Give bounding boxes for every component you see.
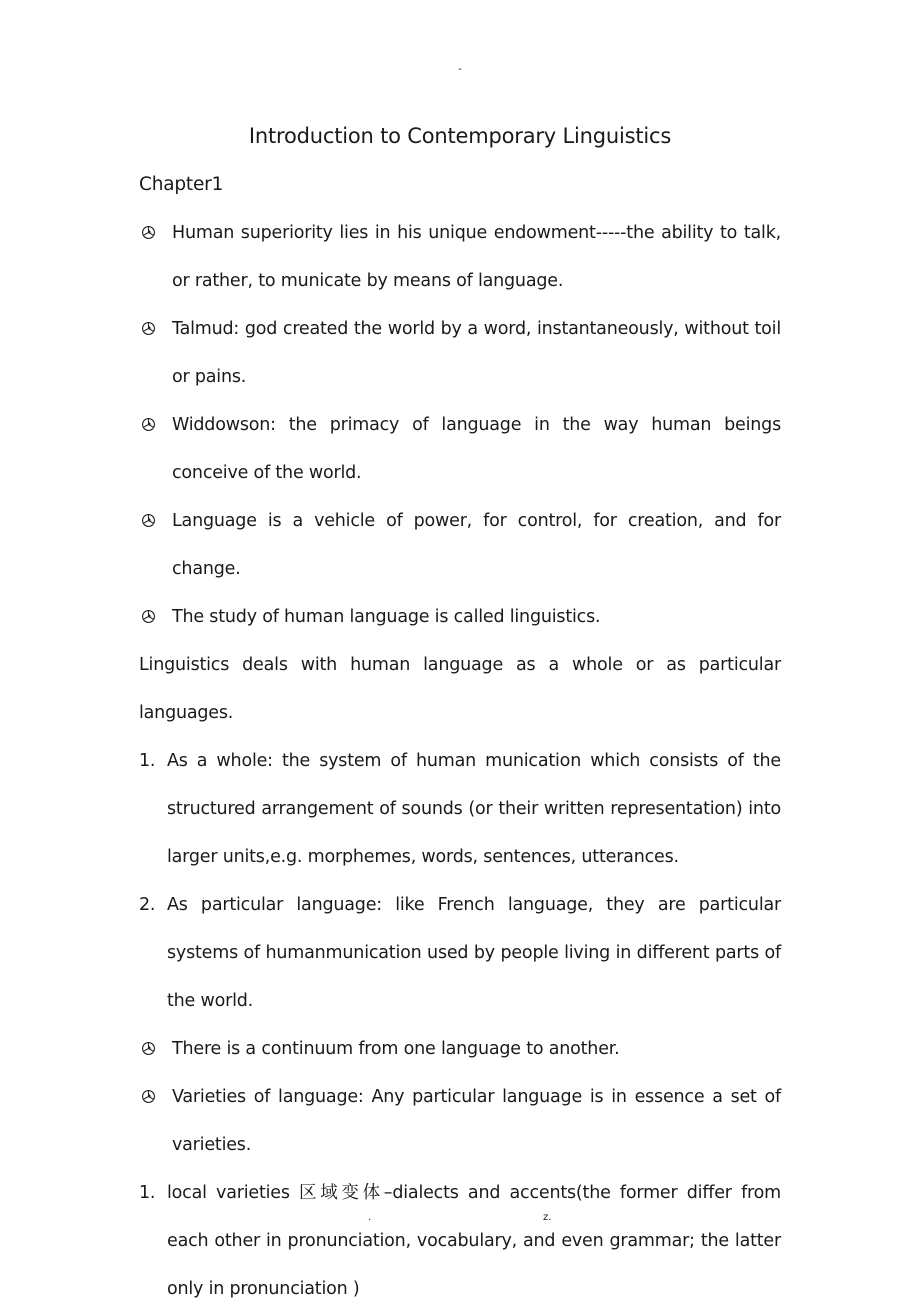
footer-left-mark: . (368, 1212, 372, 1223)
footer-right-mark: z. (543, 1212, 552, 1223)
bullet-text: Widdowson: the primacy of language in the way human beings conceive of the world. (172, 415, 781, 483)
pinwheel-bullet-icon (141, 1089, 156, 1104)
numbered-text: local varieties 区域变体–dialects and accents(the former differ from each other in pronunciation, vocabulary, and even grammar; the latter only in pronunciation ) (167, 1183, 781, 1299)
numbered-text: As a whole: the system of human munication which consists of the structured arrangement of sounds (or their written representation) into larger units,e.g. morphemes, words, sentences, utterances. (167, 751, 781, 867)
bullet-item (139, 401, 781, 497)
numbered-item (139, 881, 781, 1025)
item-number: 1. (139, 751, 156, 771)
bullet-item (139, 305, 781, 401)
bullet-item (139, 497, 781, 593)
bullet-text: There is a continuum from one language to another. (172, 1039, 620, 1059)
bullet-text: Talmud: god created the world by a word, instantaneously, without toil or pains. (172, 319, 781, 387)
document-body (139, 161, 781, 1313)
bullet-item (139, 593, 781, 641)
numbered-item (139, 737, 781, 881)
bullet-text: Varieties of language: Any particular language is in essence a set of varieties. (172, 1087, 781, 1155)
numbered-text: As particular language: like French language, they are particular systems of humanmunication used by people living in different parts of the world. (167, 895, 781, 1011)
bullet-item (139, 1073, 781, 1169)
item-number: 2. (139, 895, 156, 915)
pinwheel-bullet-icon (141, 225, 156, 240)
item-number: 1. (139, 1183, 156, 1203)
pinwheel-bullet-icon (141, 417, 156, 432)
numbered-item (139, 1169, 781, 1313)
pinwheel-bullet-icon (141, 513, 156, 528)
chapter-heading: Chapter1 (139, 174, 224, 195)
paragraph: Linguistics deals with human language as a whole or as particular languages. (139, 655, 781, 723)
bullet-item (139, 1025, 781, 1073)
pinwheel-bullet-icon (141, 1041, 156, 1056)
header-mark: - (458, 62, 462, 75)
pinwheel-bullet-icon (141, 321, 156, 336)
bullet-text: The study of human language is called linguistics. (172, 607, 601, 627)
bullet-item (139, 209, 781, 305)
bullet-text: Human superiority lies in his unique endowment-----the ability to talk, or rather, to municate by means of language. (172, 223, 781, 291)
bullet-text: Language is a vehicle of power, for control, for creation, and for change. (172, 511, 781, 579)
pinwheel-bullet-icon (141, 609, 156, 624)
document-title: Introduction to Contemporary Linguistics (248, 124, 672, 148)
